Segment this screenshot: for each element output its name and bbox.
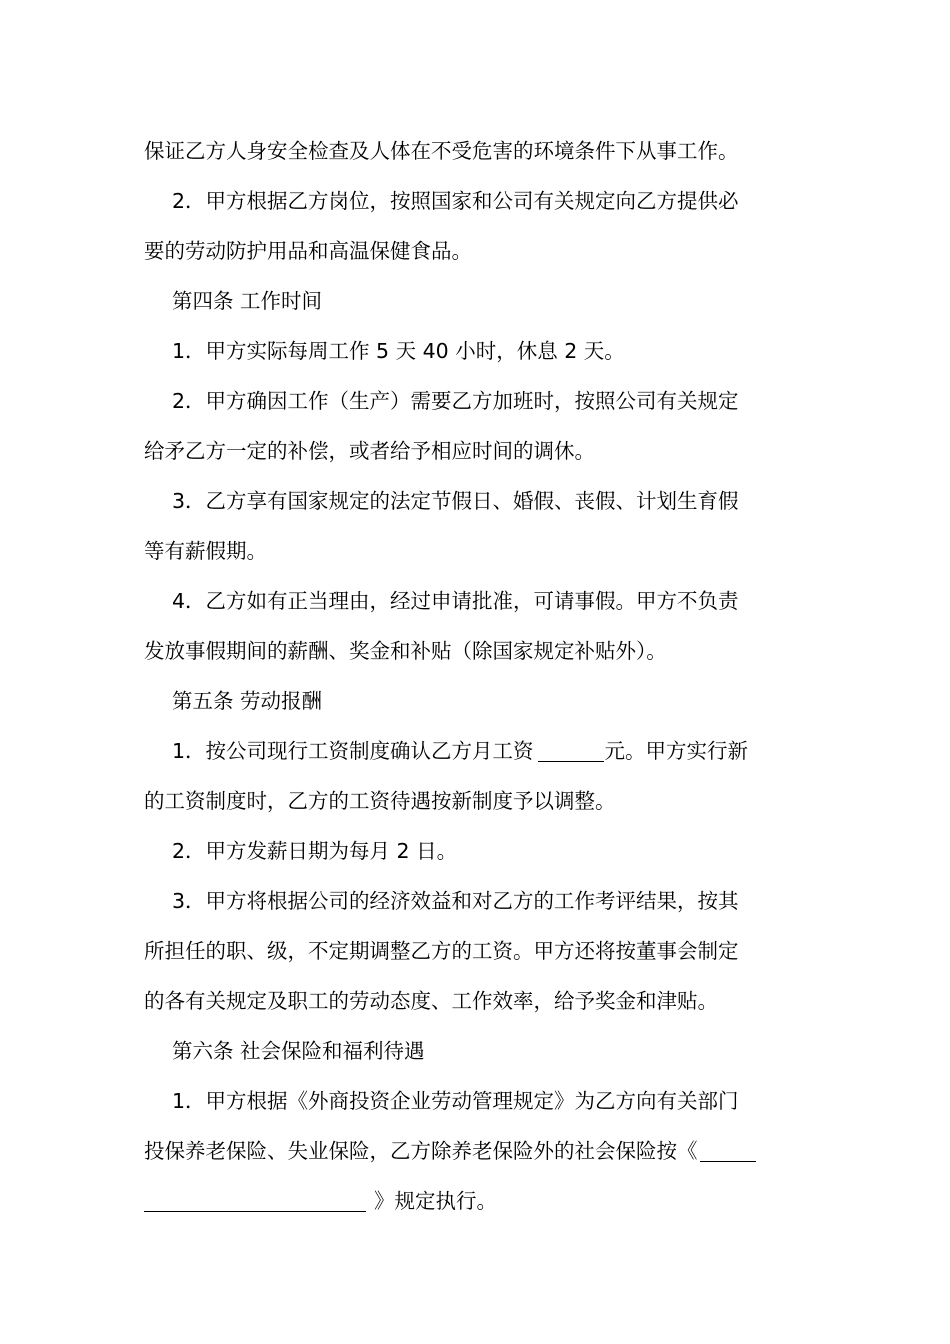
insurance-line — [144, 1126, 808, 1176]
insurance-text-before: 投保养老保险、失业保险，乙方除养老保险外的社会保险按《 — [144, 1139, 698, 1163]
salary-text-after: 元。甲方实行新 — [604, 739, 749, 763]
salary-text-before: 1．按公司现行工资制度确认乙方月工资 — [172, 739, 534, 763]
final-text-after: 》规定执行。 — [374, 1189, 497, 1213]
text-line: 的工资制度时，乙方的工资待遇按新制度予以调整。 — [144, 789, 616, 813]
salary-blank-field[interactable] — [538, 739, 604, 762]
text-line: 1．甲方实际每周工作 5 天 40 小时，休息 2 天。 — [172, 339, 625, 363]
text-line: 2．甲方根据乙方岗位，按照国家和公司有关规定向乙方提供必 — [172, 189, 739, 213]
text-line: 要的劳动防护用品和高温保健食品。 — [144, 239, 472, 263]
document-page — [144, 126, 808, 1226]
text-line: 所担任的职、级，不定期调整乙方的工资。甲方还将按董事会制定 — [144, 939, 739, 963]
section-heading: 第五条 劳动报酬 — [172, 689, 323, 713]
text-line: 给矛乙方一定的补偿，或者给予相应时间的调休。 — [144, 439, 595, 463]
text-line: 等有薪假期。 — [144, 539, 267, 563]
text-line: 3．甲方将根据公司的经济效益和对乙方的工作考评结果，按其 — [172, 889, 739, 913]
text-line: 保证乙方人身安全检查及人体在不受危害的环境条件下从事工作。 — [144, 139, 739, 163]
final-line — [144, 1176, 808, 1226]
section-heading: 第六条 社会保险和福利待遇 — [172, 1039, 425, 1063]
regulation-blank-field-start[interactable] — [700, 1139, 756, 1162]
text-line: 3．乙方享有国家规定的法定节假日、婚假、丧假、计划生育假 — [172, 489, 739, 513]
text-line: 发放事假期间的薪酬、奖金和补贴（除国家规定补贴外）。 — [144, 639, 667, 663]
text-line: 的各有关规定及职工的劳动态度、工作效率，给予奖金和津贴。 — [144, 989, 718, 1013]
salary-line — [144, 726, 808, 776]
text-line: 2．甲方确因工作（生产）需要乙方加班时，按照公司有关规定 — [172, 389, 739, 413]
section-heading: 第四条 工作时间 — [172, 289, 323, 313]
text-line: 2．甲方发薪日期为每月 2 日。 — [172, 839, 458, 863]
text-line: 4．乙方如有正当理由，经过申请批准，可请事假。甲方不负责 — [172, 589, 739, 613]
text-line: 1．甲方根据《外商投资企业劳动管理规定》为乙方向有关部门 — [172, 1089, 739, 1113]
regulation-blank-field-end[interactable] — [144, 1189, 366, 1212]
